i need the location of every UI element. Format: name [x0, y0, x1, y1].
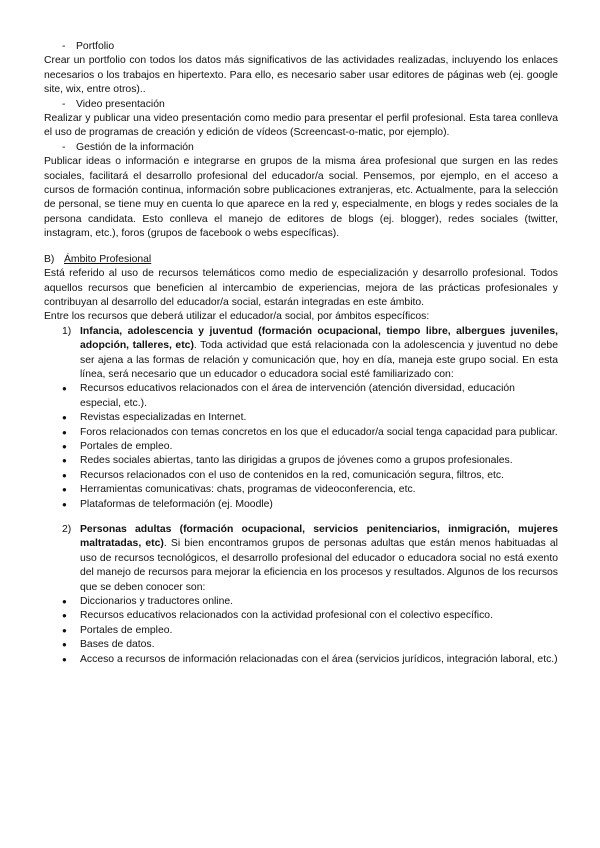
subheading-text: Video presentación [76, 98, 165, 110]
item-paragraph [80, 325, 558, 383]
list-item [44, 638, 558, 652]
item-paragraph [80, 523, 558, 595]
item-bold-title: Personas adultas (formación ocupacional, servicios penitenciarios, inmigración, mujeres maltratadas, etc) [80, 524, 558, 550]
list-item [44, 426, 558, 440]
numbered-item-1 [44, 325, 558, 383]
bullet-icon: ● [62, 499, 67, 509]
bullet-icon: ● [62, 597, 67, 607]
list-item [44, 483, 558, 497]
document-page [44, 40, 558, 667]
list-item-text: Bases de datos. [80, 639, 155, 651]
paragraph-video: Realizar y publicar una video presentación como medio para presentar el perfil profesional. Esta tarea conlleva el uso de programas de creación y edición de vídeos (Screencast-o-matic, por ejemplo). [44, 113, 558, 139]
list-item [44, 454, 558, 468]
bullet-icon: ● [62, 384, 67, 394]
list-item-text: Redes sociales abiertas, tanto las dirigidas a grupos de jóvenes como a grupos profesionales. [80, 455, 513, 467]
section-b-intro-2: Entre los recursos que deberá utilizar el educador/a social, por ámbitos específicos: [44, 311, 430, 323]
bullet-icon: ● [62, 413, 67, 423]
bullet-icon: ● [62, 625, 67, 635]
subheading-gestion [44, 141, 558, 155]
list-item-text: Acceso a recursos de información relacionadas con el área (servicios jurídicos, integración laboral, etc.) [80, 653, 558, 665]
list-item [44, 595, 558, 609]
list-item [44, 411, 558, 425]
subheading-portfolio [44, 40, 558, 54]
bullet-icon: ● [62, 485, 67, 495]
paragraph-gestion: Publicar ideas o información e integrarse en grupos de la misma área profesional que surgen en las redes sociales, facilitará el desarrollo profesional del educador/a social. Pensemos, por ejemplo, en el acceso a cursos de formación continua, información sobre publicaciones extranjeras, etc. Actualmente, para la selección de personal, se tiene muy en cuenta lo que aparece en la red y, especialmente, en blogs y redes sociales de la persona candidata. Esto conlleva el manejo de editores de blogs (ej. blogger), redes sociales (twitter, instagram, etc.), foros (grupos de facebook o webs específicas). [44, 156, 558, 240]
dash-marker: - [62, 98, 66, 110]
item-text: . Toda actividad que está relacionada con la adolescencia y juventud no debe ser ajena a las formas de relación y comunicación que, hoy en día, maneja este grupo social. En esta línea, será necesario que un educador o educadora social esté familiarizado con: [80, 340, 558, 380]
list-item [44, 382, 558, 411]
list-item-text: Foros relacionados con temas concretos en los que el educador/a social tenga capacidad para publicar. [80, 426, 558, 438]
bullet-icon: ● [62, 441, 67, 451]
bullet-icon: ● [62, 640, 67, 650]
list-item [44, 498, 558, 512]
bullet-icon: ● [62, 654, 67, 664]
section-b-heading [44, 253, 558, 267]
list-item [44, 469, 558, 483]
item-bold-title: Infancia, adolescencia y juventud (formación ocupacional, tiempo libre, albergues juveniles, adopción, talleres, etc) [80, 325, 558, 352]
list-item-text: Diccionarios y traductores online. [80, 596, 234, 608]
list-item-text: Recursos educativos relacionados con la actividad profesional con el colectivo específico. [80, 610, 493, 622]
bullet-icon: ● [62, 456, 67, 466]
list-item-text: Portales de empleo. [80, 624, 173, 636]
bullet-icon: ● [62, 470, 67, 480]
dash-marker: - [62, 141, 66, 153]
numbered-item-2 [44, 523, 558, 595]
item-number: 1) [62, 325, 72, 337]
list-item-text: Portales de empleo. [80, 440, 173, 452]
subheading-text: Portfolio [76, 41, 115, 52]
subheading-text: Gestión de la información [76, 141, 194, 153]
paragraph-portfolio: Crear un portfolio con todos los datos más significativos de las actividades realizadas, incluyendo los enlaces necesarios o los trabajos en hipertexto. Para ello, es necesario saber usar editores de páginas web (ej. google site, wix, entre otros).. [44, 55, 558, 96]
section-title: Ámbito Profesional [64, 253, 152, 265]
list-item [44, 653, 558, 667]
item-number: 2) [62, 524, 72, 535]
dash-marker: - [62, 41, 66, 52]
bullet-icon: ● [62, 427, 67, 437]
subheading-video [44, 98, 558, 112]
list-item [44, 609, 558, 623]
bullet-icon: ● [62, 611, 67, 621]
list-item-text: Revistas especializadas en Internet. [80, 412, 247, 424]
bullet-list-2 [44, 595, 558, 667]
section-b-intro: Está referido al uso de recursos telemáticos como medio de especialización y desarrollo profesional. Todos aquellos recursos que beneficien al intercambio de experiencias, mejora de las prácticas profesionales y contribuyan al desarrollo del educador/a social, estarán integradas en este ámbito. [44, 268, 558, 308]
bullet-list-1 [44, 382, 558, 512]
list-item [44, 440, 558, 454]
list-item-text: Recursos educativos relacionados con el área de intervención (atención diversidad, educación especial, etc.). [80, 383, 515, 409]
item-text: . Si bien encontramos grupos de personas adultas que están menos habituadas al uso de recursos tecnológicos, el desarrollo profesional del educador o educadora social no está exento del manejo de recursos para mejorar la eficiencia en los procesos y resultados. Algunos de los recursos que se deben conocer son: [80, 538, 558, 593]
list-item-text: Plataformas de teleformación (ej. Moodle) [80, 498, 273, 510]
list-item-text: Recursos relacionados con el uso de contenidos en la red, comunicación segura, filtros, etc. [80, 469, 504, 481]
section-marker: B) [44, 253, 55, 265]
list-item-text: Herramientas comunicativas: chats, programas de videoconferencia, etc. [80, 484, 416, 496]
list-item [44, 624, 558, 638]
